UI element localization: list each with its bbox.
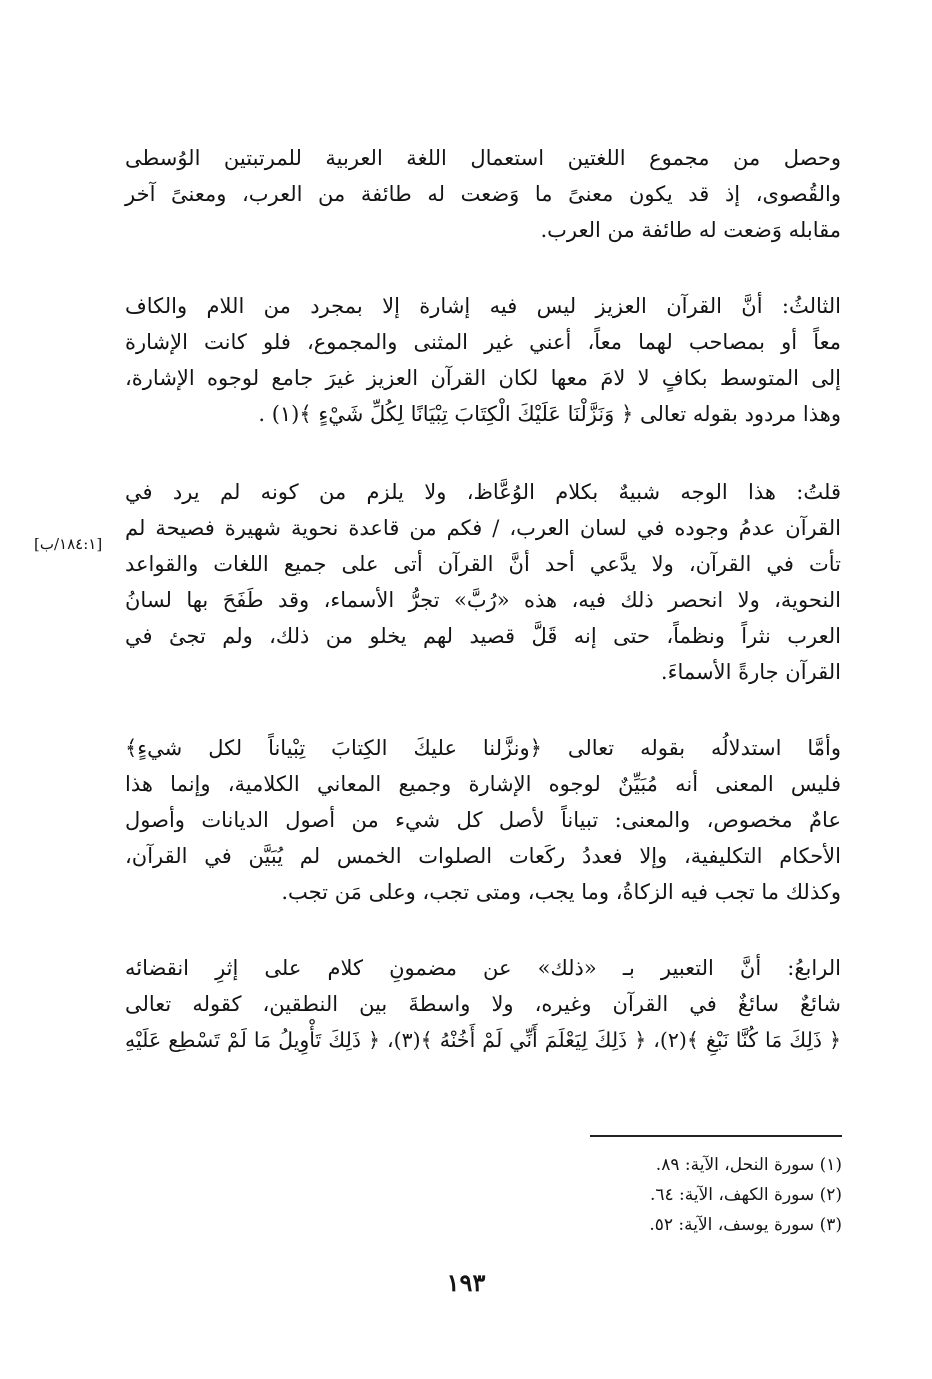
text-line: وحصل من مجموع اللغتين استعمال اللغة العربية للمرتبتين الوُسطى (125, 146, 841, 170)
text-line: القرآن جارةً الأسماءَ. (660, 660, 841, 684)
text-line: عامٌ مخصوص، والمعنى: تبياناً لأصل كل شيء من أصول الديانات وأصول (125, 808, 841, 832)
text-line: الثالثُ: أنَّ القرآن العزيز ليس فيه إشارة إلا بمجرد من اللام والكاف (125, 294, 841, 318)
footnote: (٢) سورة الكهف، الآية: ٦٤. (649, 1185, 842, 1205)
text-line: النحوية، ولا انحصر ذلك فيه، هذه «رُبَّ» تجرُّ الأسماء، وقد طَفَحَ بها لسانُ (125, 588, 841, 612)
text-line: قلتُ: هذا الوجه شبيهٌ بكلام الوُعَّاظ، ولا يلزم من كونه لم يرد في (125, 480, 841, 504)
text-line: العرب نثراً ونظماً، حتى إنه قَلَّ قصيد لهم يخلو من ذلك، ولم تجئ في (125, 624, 841, 648)
page-number: ١٩٣ (446, 1268, 486, 1297)
footnote: (٣) سورة يوسف، الآية: ٥٢. (649, 1215, 842, 1235)
text-line: القرآن عدمُ وجوده في لسان العرب، / فكم من قاعدة نحوية شهيرة فصيحة لم (125, 516, 841, 540)
text-line: الرابعُ: أنَّ التعبير بـ «ذلك» عن مضمونِ كلام على إثرِ انقضائه (125, 956, 842, 980)
text-line: إلى المتوسط بكافٍ لا لامَ معها لكان القرآن العزيز غيرَ جامع لوجوه الإشارة، (125, 366, 841, 390)
text-line: وهذا مردود بقوله تعالى ﴿ وَنَزَّلْنَا عَلَيْكَ الْكِتَابَ تِبْيَانًا لِكُلِّ شَيْءٍ ﴾(١) . (258, 402, 841, 426)
footnote-divider (590, 1135, 842, 1137)
footnote: (١) سورة النحل، الآية: ٨٩. (655, 1155, 842, 1175)
text-line: مقابله وَضعت له طائفة من العرب. (540, 218, 841, 242)
text-line: شائعٌ سائغٌ في القرآن وغيره، ولا واسطةَ بين النطقين، كقوله تعالى (125, 992, 841, 1016)
text-line: ﴿ ذَلِكَ مَا كُنَّا نَبْغِ ﴾(٢)، ﴿ ذَلِكَ لِيَعْلَمَ أَنِّي لَمْ أَخُنْهُ ﴾(٣)، ﴿ ذَلِكَ تَأْوِيلُ مَا لَمْ تَسْطِع عَلَيْهِ (125, 1028, 842, 1052)
text-line: وأمَّا استدلالُه بقوله تعالى ﴿ونزَّلنا عليكَ الكِتابَ تِبْياناً لكل شيءٍ﴾ (125, 736, 841, 760)
text-line: فليس المعنى أنه مُبَيِّنٌ لوجوه الإشارة وجميع المعاني الكلامية، وإنما هذا (125, 772, 841, 796)
manuscript-folio-marker: [١٨٤:١/ب] (34, 535, 103, 553)
text-line: معاً أو بمصاحب لهما معاً، أعني غير المثنى والمجموع، فلو كانت الإشارة (125, 330, 841, 354)
text-line: وكذلك ما تجب فيه الزكاةُ، وما يجب، ومتى تجب، وعلى مَن تجب. (281, 880, 841, 904)
text-line: تأت في القرآن، ولا يدَّعي أحد أنَّ القرآن أتى على جميع اللغات والقواعد (125, 552, 841, 576)
text-line: والقُصوى، إذ قد يكون معنىً ما وَضعت له طائفة من العرب، ومعنىً آخر (125, 182, 841, 206)
text-line: الأحكام التكليفية، وإلا فعددُ ركَعات الصلوات الخمس لم يُبَيَّن في القرآن، (125, 844, 841, 868)
